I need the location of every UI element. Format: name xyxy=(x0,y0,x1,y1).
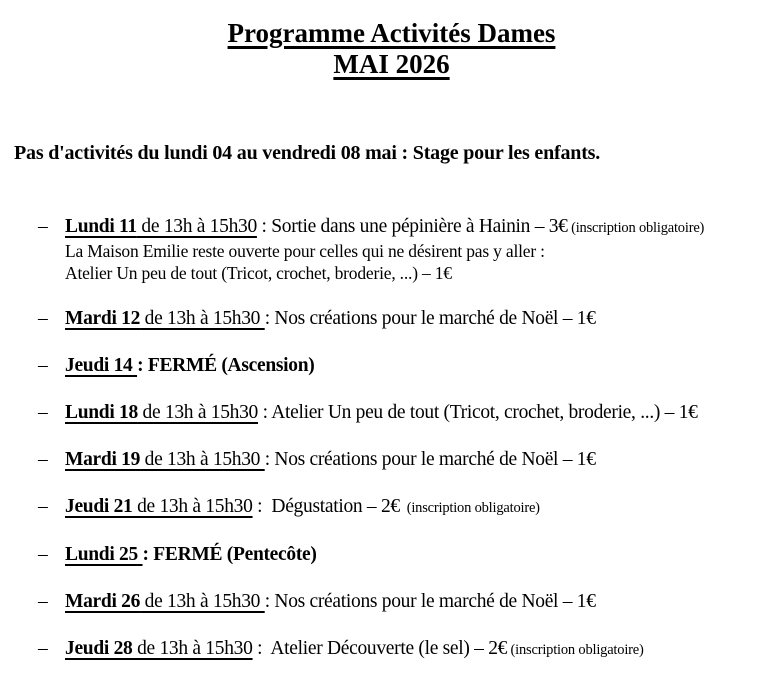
title-line1: Programme Activités Dames xyxy=(227,18,556,48)
item-description: Atelier Un peu de tout (Tricot, crochet, broderie, ...) – 1€ xyxy=(271,402,698,423)
schedule-item xyxy=(38,637,769,662)
item-separator: : xyxy=(256,216,272,237)
item-note: (inscription obligatoire) xyxy=(399,500,540,516)
item-date: Lundi 25 xyxy=(65,544,138,565)
bullet-dash: – xyxy=(38,496,48,517)
item-separator: : xyxy=(258,402,272,423)
schedule-item xyxy=(38,307,769,331)
item-description: Nos créations pour le marché de Noël – 1€ xyxy=(274,591,596,612)
item-date: Lundi 18 xyxy=(65,402,138,423)
item-description: Nos créations pour le marché de Noël – 1€ xyxy=(274,308,596,329)
item-separator: : xyxy=(252,496,272,517)
item-date: Jeudi 28 xyxy=(65,638,133,659)
title-line2: MAI 2026 xyxy=(333,49,450,79)
schedule-item xyxy=(38,590,769,614)
item-separator: : xyxy=(264,591,275,612)
item-description: FERMÉ (Ascension) xyxy=(147,355,315,376)
item-date: Mardi 26 xyxy=(65,591,141,612)
item-note: (inscription obligatoire) xyxy=(507,642,644,658)
item-date: Mardi 19 xyxy=(65,449,141,470)
title-row-2 xyxy=(14,49,769,80)
item-time: de 13h à 15h30 xyxy=(140,449,265,470)
item-description: Nos créations pour le marché de Noël – 1€ xyxy=(274,449,596,470)
item-extra-line: La Maison Emilie reste ouverte pour celles qui ne désirent pas y aller : xyxy=(65,241,545,261)
item-separator: : xyxy=(252,638,271,659)
schedule-list xyxy=(14,215,769,662)
document-title xyxy=(14,18,769,80)
item-time: de 13h à 15h30 xyxy=(140,591,265,612)
item-separator: : xyxy=(142,544,154,565)
item-date: Jeudi 21 xyxy=(65,496,133,517)
item-time: de 13h à 15h30 xyxy=(137,402,258,423)
bullet-dash: – xyxy=(38,449,48,470)
item-description: FERMÉ (Pentecôte) xyxy=(153,544,317,565)
bullet-dash: – xyxy=(38,591,48,612)
item-time: de 13h à 15h30 xyxy=(140,308,265,329)
item-time: de 13h à 15h30 xyxy=(132,638,253,659)
item-separator: : xyxy=(137,355,148,376)
item-separator: : xyxy=(264,308,275,329)
bullet-dash: – xyxy=(38,402,48,423)
item-note: (inscription obligatoire) xyxy=(567,220,705,236)
item-date: Mardi 12 xyxy=(65,308,141,329)
notice-text: Pas d'activités du lundi 04 au vendredi 08 mai : Stage pour les enfants. xyxy=(14,142,601,164)
item-time: de 13h à 15h30 xyxy=(132,496,253,517)
bullet-dash: – xyxy=(38,638,48,659)
item-description: Atelier Découverte (le sel) – 2€ xyxy=(270,638,508,659)
item-date: Lundi 11 xyxy=(65,216,137,237)
bullet-dash: – xyxy=(38,216,48,237)
bullet-dash: – xyxy=(38,355,48,376)
item-separator: : xyxy=(264,449,275,470)
item-date: Jeudi 14 xyxy=(65,355,133,376)
schedule-item xyxy=(38,354,769,378)
item-description: Dégustation – 2€ xyxy=(271,496,400,517)
bullet-dash: – xyxy=(38,544,48,565)
title-row-1 xyxy=(14,18,769,49)
schedule-item xyxy=(38,448,769,472)
item-time: de 13h à 15h30 xyxy=(136,216,257,237)
item-extra-line: Atelier Un peu de tout (Tricot, crochet, broderie, ...) – 1€ xyxy=(65,263,452,283)
schedule-item xyxy=(38,215,769,284)
schedule-item xyxy=(38,543,769,567)
bullet-dash: – xyxy=(38,308,48,329)
schedule-item xyxy=(38,495,769,520)
schedule-item xyxy=(38,401,769,425)
item-description: Sortie dans une pépinière à Hainin – 3€ xyxy=(271,216,568,237)
